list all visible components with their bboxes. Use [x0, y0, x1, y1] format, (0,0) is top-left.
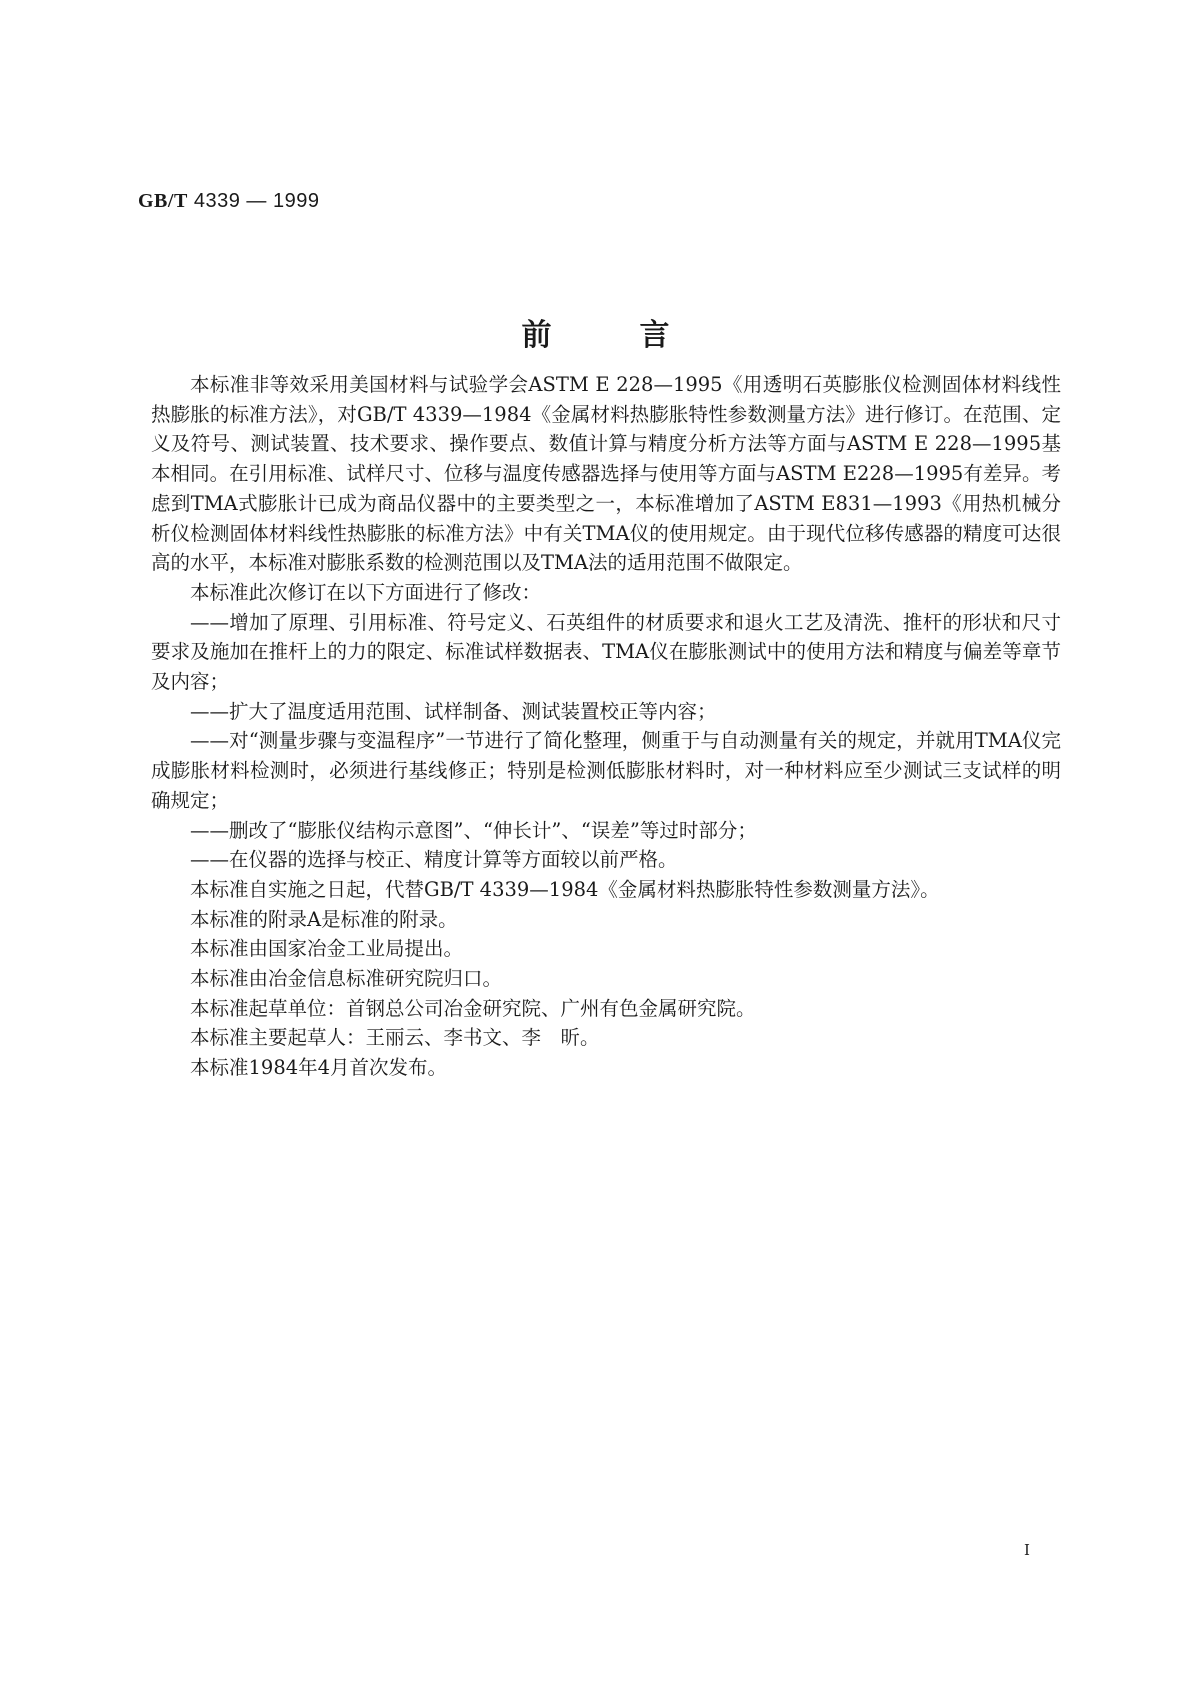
standard-code-prefix: GB/T: [138, 190, 188, 212]
list-item: ——删改了“膨胀仪结构示意图”、“伸长计”、“误差”等过时部分；: [190, 818, 757, 842]
list-item: ——对“测量步骤与变温程序”一节进行了简化整理，侧重于与自动测量有关的规定，并就用TMA仪完成膨胀材料检测时，必须进行基线修正；特别是检测低膨胀材料时，对一种材料应至少测试三支试样的明确规定；: [151, 729, 1061, 812]
page-title: 前言: [521, 318, 758, 353]
paragraph: 本标准非等效采用美国材料与试验学会ASTM E 228—1995《用透明石英膨胀仪检测固体材料线性热膨胀的标准方法》，对GB/T 4339—1984《金属材料热膨胀特性参数测量方法》进行修订。在范围、定义及符号、测试装置、技术要求、操作要点、数值计算与精度分析方法等方面与ASTM E 228—1995基本相同。在引用标准、试样尺寸、位移与温度传感器选择与使用等方面与ASTM E228—1995有差异。考虑到TMA式膨胀计已成为商品仪器中的主要类型之一，本标准增加了ASTM E831—1993《用热机械分析仪检测固体材料线性热膨胀的标准方法》中有关TMA仪的使用规定。由于现代位移传感器的精度可达很高的水平，本标准对膨胀系数的检测范围以及TMA法的适用范围不做限定。: [151, 373, 1061, 575]
list-item: ——增加了原理、引用标准、符号定义、石英组件的材质要求和退火工艺及清洗、推杆的形状和尺寸要求及施加在推杆上的力的限定、标准试样数据表、TMA仪在膨胀测试中的使用方法和精度与偏差等章节及内容；: [151, 610, 1061, 694]
paragraph: 本标准1984年4月首次发布。: [190, 1056, 448, 1080]
list-item: ——扩大了温度适用范围、试样制备、测试装置校正等内容；: [190, 699, 717, 723]
paragraph: 本标准此次修订在以下方面进行了修改：: [190, 580, 542, 604]
page-number: I: [1024, 1541, 1030, 1559]
paragraph: 本标准起草单位：首钢总公司冶金研究院、广州有色金属研究院。: [190, 996, 756, 1020]
paragraph: 本标准由冶金信息标准研究院归口。: [190, 967, 503, 991]
paragraph: 本标准由国家冶金工业局提出。: [190, 937, 464, 961]
list-item: ——在仪器的选择与校正、精度计算等方面较以前严格。: [190, 848, 678, 872]
paragraph: 本标准主要起草人：王丽云、李书文、李 昕。: [190, 1026, 600, 1050]
standard-code-number: 4339 — 1999: [193, 190, 320, 212]
standard-code: [138, 190, 319, 213]
paragraph: 本标准的附录A是标准的附录。: [190, 907, 458, 931]
foreword-body: [151, 370, 1061, 1083]
paragraph: 本标准自实施之日起，代替GB/T 4339—1984《金属材料热膨胀特性参数测量方法》。: [190, 877, 940, 901]
